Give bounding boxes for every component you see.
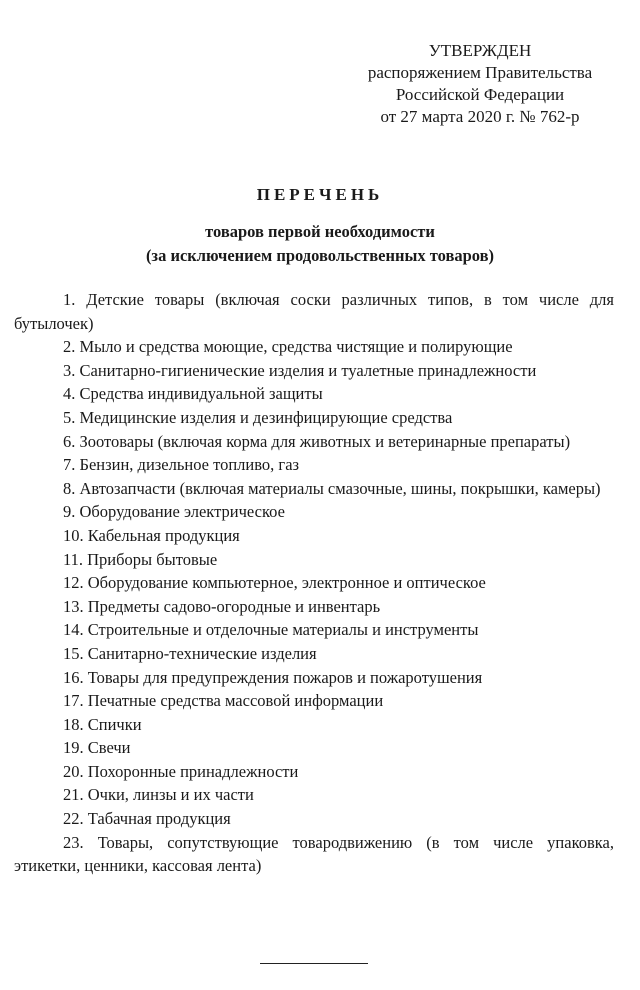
list-item-text: Зоотовары (включая корма для животных и ветеринарные препараты) — [79, 431, 571, 451]
list-item-text: Печатные средства массовой информации — [87, 691, 384, 711]
list-item — [14, 783, 614, 807]
document-subtitle — [0, 220, 640, 268]
list-item — [14, 524, 614, 548]
list-item — [14, 571, 614, 595]
list-item-text: Мыло и средства моющие, средства чистящие и полирующие — [79, 337, 513, 357]
list-item — [14, 713, 614, 737]
approval-heading: УТВЕРЖДЕН — [428, 41, 532, 60]
list-item-text: Предметы садово-огородные и инвентарь — [87, 596, 381, 616]
list-item — [14, 689, 614, 713]
list-item-number: 21. — [63, 785, 84, 805]
list-item — [14, 618, 614, 642]
list-item-number: 1. — [63, 290, 76, 309]
list-item — [14, 807, 614, 831]
list-item-text: Санитарно-технические изделия — [87, 643, 317, 663]
list-item — [14, 760, 614, 784]
list-item-number: 13. — [63, 596, 84, 616]
list-item-number: 4. — [63, 384, 76, 404]
list-item — [14, 406, 614, 430]
list-item-number: 15. — [63, 643, 84, 663]
list-item — [14, 595, 614, 619]
list-item-text: Средства индивидуальной защиты — [79, 384, 323, 404]
list-item-text: Товары, сопутствующие товародвижению (в том числе упаковка, этикетки, ценники, кассовая лента) — [14, 832, 615, 876]
list-item-number: 10. — [63, 525, 84, 545]
list-item — [14, 642, 614, 666]
list-item-number: 8. — [63, 478, 76, 498]
list-item-number: 17. — [63, 691, 84, 711]
list-item — [14, 548, 614, 572]
approval-date-line: от 27 марта 2020 г. № 762-р — [380, 107, 580, 126]
list-item-text: Медицинские изделия и дезинфицирующие средства — [79, 407, 453, 427]
list-item-number: 5. — [63, 407, 76, 427]
list-item-text: Строительные и отделочные материалы и инструменты — [87, 620, 479, 640]
list-item — [14, 288, 614, 335]
list-item-text: Санитарно-гигиенические изделия и туалетные принадлежности — [79, 360, 537, 380]
list-item-number: 7. — [63, 455, 76, 475]
closing-divider — [260, 963, 368, 964]
list-item-number: 22. — [63, 809, 84, 829]
list-item-number: 2. — [63, 337, 76, 357]
list-item-text: Табачная продукция — [87, 809, 231, 829]
list-item-text: Похоронные принадлежности — [87, 761, 299, 781]
list-item-number: 9. — [63, 502, 76, 522]
list-item-number: 23. — [63, 832, 84, 852]
list-item-number: 16. — [63, 667, 84, 687]
document-title: ПЕРЕЧЕНЬ — [256, 185, 384, 204]
list-item — [14, 736, 614, 760]
approval-stamp — [340, 40, 620, 128]
list-item — [14, 477, 614, 501]
list-item-text: Очки, линзы и их части — [87, 785, 254, 805]
list-item-text: Детские товары (включая соски различных типов, в том числе для бутылочек) — [14, 290, 615, 333]
list-item-text: Кабельная продукция — [87, 525, 240, 545]
list-item — [14, 430, 614, 454]
list-item — [14, 335, 614, 359]
approval-authority-line: Российской Федерации — [395, 85, 565, 104]
list-item — [14, 500, 614, 524]
list-item-number: 20. — [63, 761, 84, 781]
list-item-number: 18. — [63, 714, 84, 734]
list-item — [14, 359, 614, 383]
list-item-text: Бензин, дизельное топливо, газ — [79, 455, 300, 475]
list-item-number: 14. — [63, 620, 84, 640]
list-item-number: 6. — [63, 431, 76, 451]
approval-order-line: распоряжением Правительства — [367, 63, 593, 82]
list-item-number: 12. — [63, 573, 84, 593]
list-item-number: 19. — [63, 738, 84, 758]
list-item — [14, 831, 614, 878]
subtitle-line-2: (за исключением продовольственных товаров) — [145, 246, 495, 265]
list-item — [14, 382, 614, 406]
list-item-text: Свечи — [87, 738, 131, 758]
list-item-number: 3. — [63, 360, 76, 380]
goods-list — [14, 288, 614, 878]
list-item — [14, 666, 614, 690]
list-item-text: Товары для предупреждения пожаров и пожаротушения — [87, 667, 483, 687]
subtitle-line-1: товаров первой необходимости — [205, 222, 435, 241]
list-item-text: Автозапчасти (включая материалы смазочные, шины, покрышки, камеры) — [79, 478, 601, 498]
list-item-text: Оборудование компьютерное, электронное и оптическое — [87, 573, 486, 593]
list-item — [14, 453, 614, 477]
list-item-text: Оборудование электрическое — [79, 502, 285, 522]
list-item-number: 11. — [63, 549, 84, 569]
list-item-text: Приборы бытовые — [87, 549, 218, 569]
list-item-text: Спички — [87, 714, 142, 734]
